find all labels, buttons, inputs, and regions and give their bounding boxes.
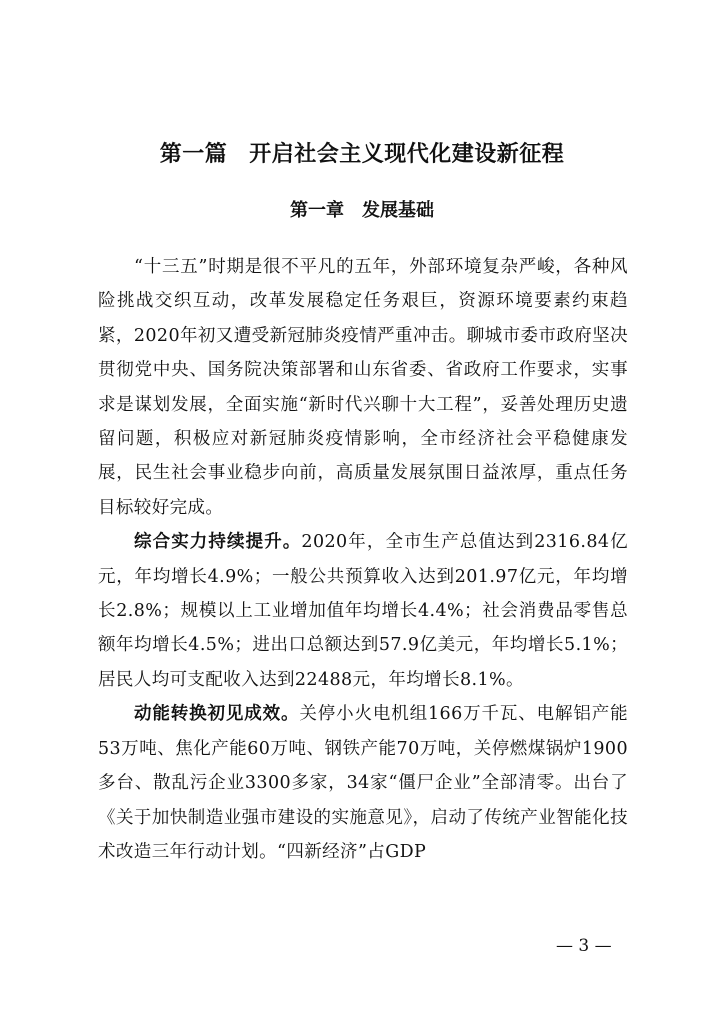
paragraph-momentum-conversion	[98, 697, 628, 869]
paragraph-intro	[98, 250, 628, 525]
part-title-text: 开启社会主义现代化建设新征程	[249, 142, 565, 167]
paragraph-text: 关停小火电机组166万千瓦、电解铝产能53万吨、焦化产能60万吨、钢铁产能70万吨，关停燃煤锅炉1900多台、散乱污企业3300多家，34家“僵尸企业”全部清零。出台了《关于加快制造业强市建设的实施意见》，启动了传统产业智能化技术改造三年行动计划。“四新经济”占GDP	[98, 704, 628, 862]
paragraph-lead: 综合实力持续提升。	[134, 532, 302, 553]
chapter-title-text: 发展基础	[362, 200, 434, 221]
paragraph-economic-strength	[98, 525, 628, 697]
chapter-label: 第一章	[290, 200, 344, 221]
chapter-title	[0, 198, 724, 224]
paragraph-text: “十三五”时期是很不平凡的五年，外部环境复杂严峻，各种风险挑战交织互动，改革发展稳定任务艰巨，资源环境要素约束趋紧，2020年初又遭受新冠肺炎疫情严重冲击。聊城市委市政府坚决贯彻党中央、国务院决策部署和山东省委、省政府工作要求，实事求是谋划发展，全面实施“新时代兴聊十大工程”，妥善处理历史遗留问题，积极应对新冠肺炎疫情影响，全市经济社会平稳健康发展，民生社会事业稳步向前，高质量发展氛围日益浓厚，重点任务目标较好完成。	[98, 257, 628, 518]
page-number: — 3 —	[556, 936, 612, 956]
paragraph-text: 2020年，全市生产总值达到2316.84亿元，年均增长4.9%；一般公共预算收入达到201.97亿元，年均增长2.8%；规模以上工业增加值年均增长4.4%；社会消费品零售总额年均增长4.5%；进出口总额达到57.9亿美元，年均增长5.1%；居民人均可支配收入达到22488元，年均增长8.1%。	[98, 532, 629, 690]
paragraph-lead: 动能转换初见成效。	[134, 704, 300, 725]
body-text	[98, 250, 628, 869]
part-title	[0, 140, 724, 170]
part-label: 第一篇	[159, 142, 228, 167]
